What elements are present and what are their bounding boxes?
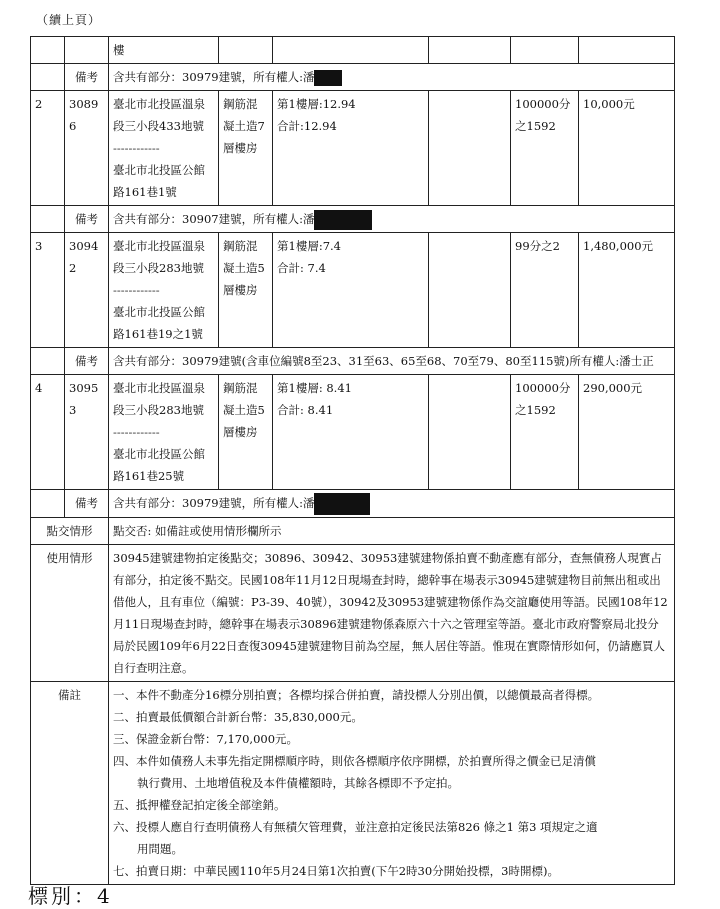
share-cell: 100000分之1592 (511, 91, 579, 206)
remark-text: 含共有部分：30979建號，所有權人:潘 (109, 490, 675, 518)
note-line: 三、保證金新台幣：7,170,000元。 (113, 732, 299, 746)
notes-row (31, 682, 675, 885)
location-cell: 臺北市北投區溫泉段三小段433地號 ------------ 臺北市北投區公館路161巷1號 (109, 91, 219, 206)
table-row (31, 37, 675, 64)
remark-text: 含共有部分：30979建號(含車位編號8至23、31至63、65至68、70至79、80至115號)所有權人:潘士正 (109, 348, 675, 375)
lot-heading: 標別：4 (28, 884, 113, 908)
remark-row (31, 206, 675, 233)
remark-label: 備考 (65, 64, 109, 91)
share-cell: 99分之2 (511, 233, 579, 348)
building-number: 30896 (65, 91, 109, 206)
remark-row (31, 348, 675, 375)
note-line: 六、投標人應自行查明債務人有無積欠管理費，並注意拍定後民法第826 條之1 第3 項規定之適 (113, 820, 598, 834)
note-line: 四、本件如債務人未事先指定開標順序時，則依各標順序依序開標，於拍賣所得之價金已足清償 (113, 754, 596, 768)
structure-cell: 鋼筋混凝土造5層樓房 (219, 375, 273, 490)
location-cell: 樓 (109, 37, 219, 64)
area-cell: 第1樓層:7.4 合計: 7.4 (273, 233, 429, 348)
usage-label: 使用情形 (31, 545, 109, 682)
note-line-cont: 用問題。 (137, 842, 183, 856)
item-number: 4 (31, 375, 65, 490)
handover-text: 點交否: 如備註或使用情形欄所示 (109, 518, 675, 545)
redaction-mark (314, 70, 342, 86)
note-line: 二、拍賣最低價額合計新台幣：35,830,000元。 (113, 710, 363, 724)
remark-label: 備考 (65, 490, 109, 518)
area-cell: 第1樓層: 8.41 合計: 8.41 (273, 375, 429, 490)
remark-row (31, 64, 675, 91)
share-cell: 100000分之1592 (511, 375, 579, 490)
remark-text: 含共有部分：30979建號，所有權人:潘 (109, 64, 675, 91)
price-cell: 1,480,000元 (579, 233, 675, 348)
handover-label: 點交情形 (31, 518, 109, 545)
note-line-cont: 執行費用、土地增值稅及本件債權額時，其餘各標即不予定拍。 (137, 776, 459, 790)
remark-text: 含共有部分：30907建號，所有權人:潘 (109, 206, 675, 233)
item-number: 3 (31, 233, 65, 348)
table-row (31, 91, 675, 206)
structure-cell: 鋼筋混凝土造7層樓房 (219, 91, 273, 206)
note-line: 五、抵押權登記拍定後全部塗銷。 (113, 798, 286, 812)
usage-row (31, 545, 675, 682)
item-number: 2 (31, 91, 65, 206)
property-table (30, 36, 675, 885)
structure-cell: 鋼筋混凝土造5層樓房 (219, 233, 273, 348)
building-number: 30942 (65, 233, 109, 348)
notes-label: 備註 (31, 682, 109, 885)
empty-cell (429, 375, 511, 490)
remark-row (31, 490, 675, 518)
usage-text: 30945建號建物拍定後點交；30896、30942、30953建號建物係拍賣不動產應有部分，查無債務人現實占有部分，拍定後不點交。民國108年11月12日現場查封時，總幹事在場表示30945建號建物目前無出租或出借他人，且有車位（編號：P3-39、40號），30942及30953建號建物係作為交誼廳使用等語。民國108年12月11日現場查封時，總幹事在場表示30896建號建物係森原六十六之管理室等語。臺北市政府警察局北投分局於民國109年6月22日查復30945建號建物目前為空屋，無人居住等語。惟現在實際情形如何，仍請應買人自行查明注意。 (109, 545, 675, 682)
remark-label: 備考 (65, 348, 109, 375)
empty-cell (429, 91, 511, 206)
empty-cell (429, 233, 511, 348)
notes-text (109, 682, 675, 885)
price-cell: 10,000元 (579, 91, 675, 206)
continued-label: （續上頁） (36, 13, 102, 27)
location-cell: 臺北市北投區溫泉段三小段283地號 ------------ 臺北市北投區公館路161巷25號 (109, 375, 219, 490)
table-row (31, 375, 675, 490)
note-line: 一、本件不動產分16標分別拍賣；各標均採合併拍賣，請投標人分別出價，以總價最高者得標。 (113, 688, 600, 702)
redaction-mark (314, 210, 372, 230)
remark-label: 備考 (65, 206, 109, 233)
redaction-mark (314, 493, 370, 515)
handover-row (31, 518, 675, 545)
area-cell: 第1樓層:12.94 合計:12.94 (273, 91, 429, 206)
location-cell: 臺北市北投區溫泉段三小段283地號 ------------ 臺北市北投區公館路161巷19之1號 (109, 233, 219, 348)
note-line: 七、拍賣日期：中華民國110年5月24日第1次拍賣(下午2時30分開始投標，3時開標)。 (113, 864, 559, 878)
table-row (31, 233, 675, 348)
building-number: 30953 (65, 375, 109, 490)
price-cell: 290,000元 (579, 375, 675, 490)
